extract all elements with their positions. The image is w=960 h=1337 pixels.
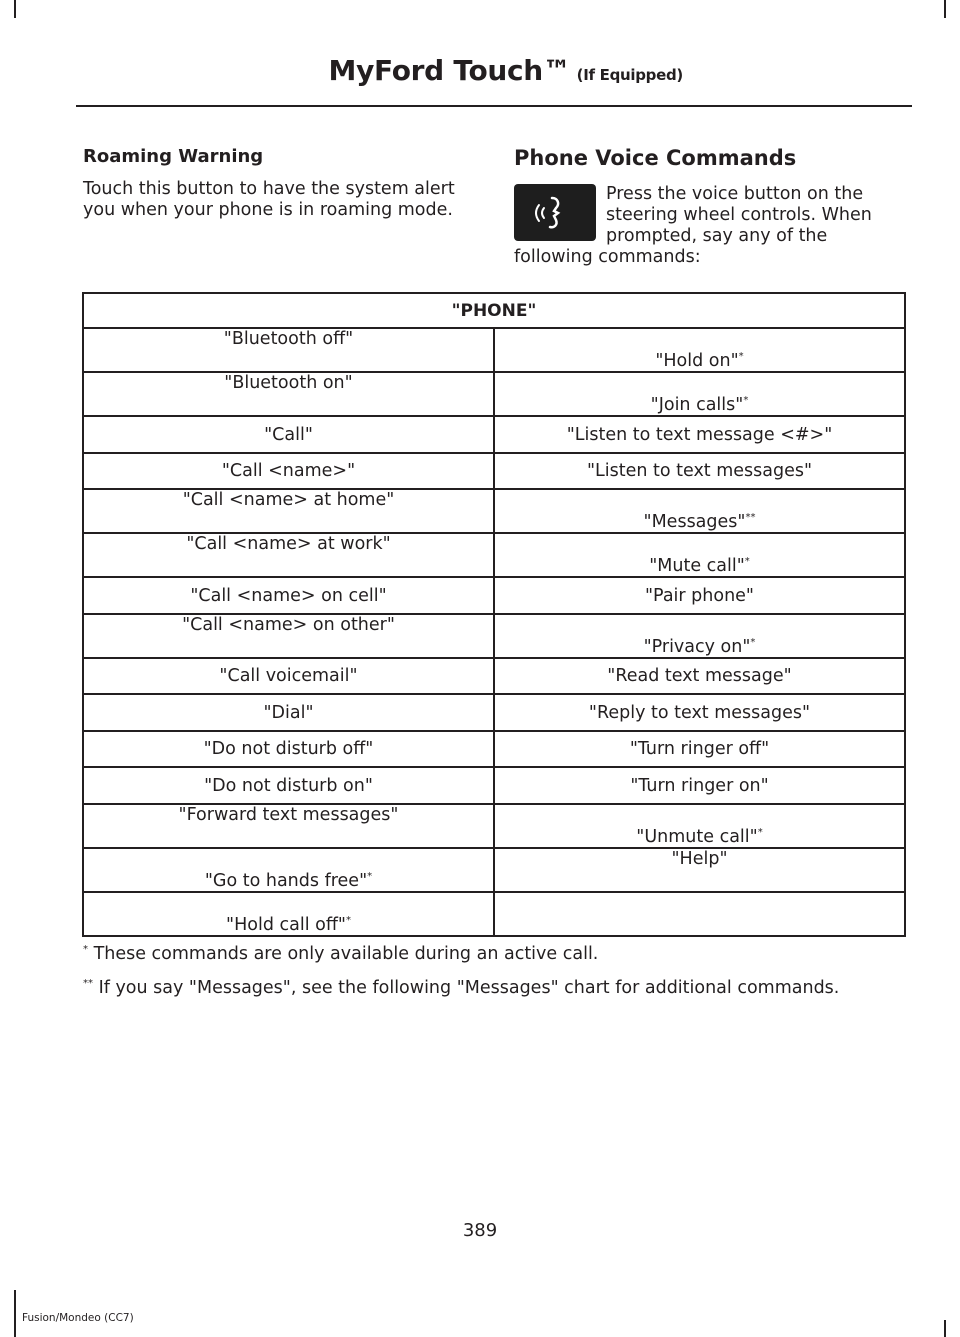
roaming-warning-heading: Roaming Warning: [83, 146, 264, 167]
page-header: [329, 54, 683, 87]
command-text: "Turn ringer on": [630, 775, 769, 796]
table-row: [83, 328, 905, 372]
command-text: "Listen to text messages": [586, 461, 813, 481]
command-text: "Hold call off": [226, 915, 346, 935]
table-row: [83, 694, 905, 731]
roaming-warning-text: Touch this button to have the system alert you when your phone is in roaming mode.: [83, 179, 455, 220]
command-cell-left: [83, 372, 494, 416]
command-cell-right: [494, 416, 905, 453]
command-text: "Bluetooth off": [223, 329, 354, 349]
command-text: "Call <name> at work": [186, 534, 391, 554]
command-text: "Listen to text message <#>": [566, 424, 833, 445]
command-footnote-mark: *: [738, 351, 744, 363]
table-row: [83, 767, 905, 804]
command-text: "Mute call": [649, 556, 745, 576]
command-text: "Call <name> on other": [182, 615, 395, 635]
table-row: [83, 533, 905, 577]
table-row: [83, 416, 905, 453]
command-cell-left: [83, 658, 494, 694]
command-text: "Call <name> at home": [182, 490, 395, 510]
table-header-phone: "PHONE": [83, 293, 905, 328]
command-text: "Messages": [643, 512, 746, 532]
command-cell-left: [83, 892, 494, 936]
command-footnote-mark: *: [744, 556, 750, 568]
command-cell-left: [83, 577, 494, 614]
command-cell-left: [83, 767, 494, 804]
command-cell-left: [83, 533, 494, 577]
table-row: [83, 848, 905, 892]
header-rule: [76, 105, 912, 107]
page-number: 389: [462, 1220, 498, 1241]
phone-voice-commands-heading: Phone Voice Commands: [514, 146, 797, 170]
table-row: [83, 804, 905, 848]
command-text: "Do not disturb off": [203, 739, 374, 759]
footnote-text: If you say "Messages", see the following "Messages" chart for additional commands.: [93, 978, 840, 998]
header-title: MyFord Touch™: [328, 54, 571, 87]
command-footnote-mark: *: [750, 637, 756, 649]
command-cell-right: [494, 694, 905, 731]
command-cell-right: [494, 614, 905, 658]
command-text: "Do not disturb on": [204, 775, 373, 796]
command-cell-right: [494, 577, 905, 614]
command-cell-left: [83, 804, 494, 848]
crop-mark: [14, 0, 16, 18]
table-header-row: [83, 293, 905, 328]
command-text: "Help": [671, 849, 728, 869]
table-row: [83, 892, 905, 936]
command-footnote-mark: *: [345, 915, 351, 927]
command-text: "Call <name>": [221, 461, 356, 481]
command-cell-right: [494, 767, 905, 804]
command-text: "Bluetooth on": [224, 373, 353, 393]
table-row: [83, 731, 905, 767]
command-text: "Dial": [263, 702, 314, 723]
command-text: "Call": [264, 424, 313, 445]
crop-mark: [944, 0, 946, 18]
header-subtitle: (If Equipped): [576, 66, 683, 84]
command-text: "Privacy on": [643, 637, 751, 657]
table-row: [83, 489, 905, 533]
command-cell-right: [494, 731, 905, 767]
command-text: "Join calls": [650, 395, 744, 415]
command-text: "Read text message": [607, 666, 792, 686]
crop-mark: [14, 1290, 16, 1337]
roaming-warning-section: [83, 146, 483, 221]
command-text: "Turn ringer off": [629, 739, 770, 759]
command-cell-right: [494, 892, 905, 936]
command-cell-right: [494, 804, 905, 848]
command-cell-right: [494, 489, 905, 533]
phone-commands-table: [82, 292, 906, 937]
table-row: [83, 577, 905, 614]
command-text: "Unmute call": [636, 827, 758, 847]
footnote-mark: **: [83, 978, 93, 990]
command-text: "Reply to text messages": [588, 702, 811, 723]
table-row: [83, 614, 905, 658]
command-text: "Pair phone": [645, 585, 754, 606]
footnote-single-star: [83, 944, 598, 964]
command-footnote-mark: *: [757, 827, 763, 839]
command-footnote-mark: *: [367, 871, 373, 883]
phone-voice-commands-text: Press the voice button on the steering wheel controls. When prompted, say any of the following commands:: [514, 184, 872, 267]
command-text: "Call <name> on cell": [190, 585, 387, 606]
command-cell-right: [494, 848, 905, 892]
command-cell-left: [83, 731, 494, 767]
command-text: "Call voicemail": [219, 666, 358, 686]
command-cell-left: [83, 614, 494, 658]
command-footnote-mark: **: [745, 512, 756, 524]
command-text: "Hold on": [655, 351, 739, 371]
voice-command-icon: [514, 184, 596, 241]
table-row: [83, 658, 905, 694]
command-cell-left: [83, 453, 494, 489]
footnote-mark: *: [83, 944, 88, 956]
command-footnote-mark: *: [743, 395, 749, 407]
table-row: [83, 453, 905, 489]
command-cell-right: [494, 658, 905, 694]
command-cell-right: [494, 533, 905, 577]
command-text: "Go to hands free": [204, 871, 368, 891]
crop-mark: [944, 1320, 946, 1337]
command-cell-left: [83, 489, 494, 533]
footnote-text: These commands are only available during an active call.: [88, 944, 599, 964]
table-row: [83, 372, 905, 416]
command-cell-left: [83, 848, 494, 892]
command-text: "Forward text messages": [178, 805, 399, 825]
phone-voice-commands-section: [514, 146, 909, 268]
footnote-double-star: [83, 978, 839, 998]
document-id: Fusion/Mondeo (CC7): [22, 1312, 134, 1324]
command-cell-left: [83, 328, 494, 372]
command-cell-right: [494, 453, 905, 489]
command-cell-left: [83, 416, 494, 453]
command-cell-left: [83, 694, 494, 731]
command-cell-right: [494, 372, 905, 416]
command-cell-right: [494, 328, 905, 372]
